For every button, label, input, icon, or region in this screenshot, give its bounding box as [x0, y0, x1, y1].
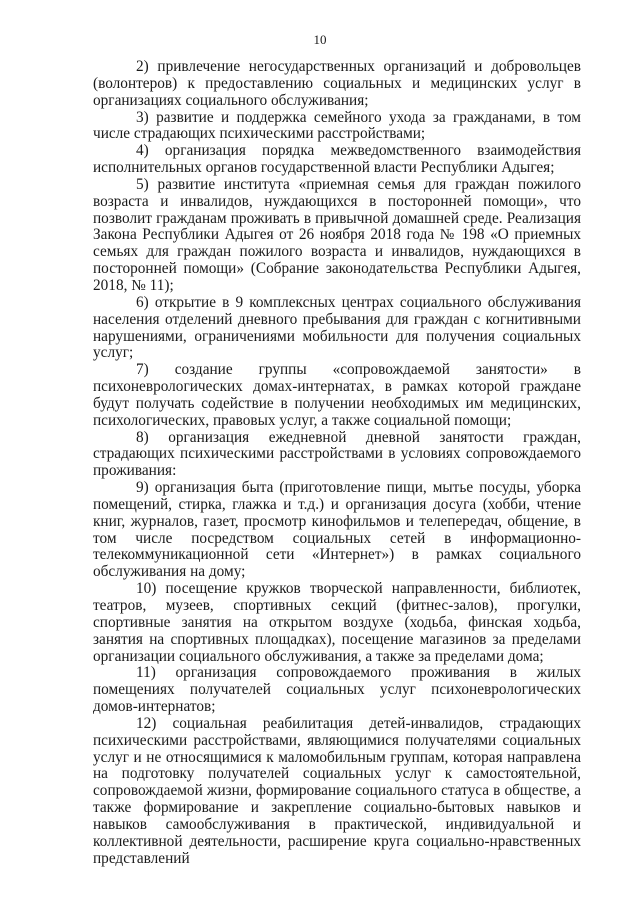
paragraph-item-10: 10) посещение кружков творческой направленности, библиотек, театров, музеев, спортивных секций (фитнес-залов), прогулки, спортивные занятия на открытом воздухе (ходьба, финская ходьба, занятия на спортивных площадках), посещение магазинов за пределами организации социального обслуживания, а также за пределами дома;: [93, 580, 581, 665]
paragraph-item-3: 3) развитие и поддержка семейного ухода за гражданами, в том числе страдающих психическими расстройствами;: [93, 108, 581, 143]
paragraph-item-5: 5) развитие института «приемная семья для граждан пожилого возраста и инвалидов, нуждающихся в посторонней помощи», что позволит гражданам проживать в привычной домашней среде. Реализация Закона Республики Адыгея от 26 ноября 2018 года № 198 «О приемных семьях для граждан пожилого возраста и инвалидов, нуждающихся в посторонней помощи» (Собрание законодательства Республики Адыгея, 2018, № 11);: [93, 175, 581, 294]
paragraph-item-8: 8) организация ежедневной дневной занятости граждан, страдающих психическими расстройствами в условиях сопровождаемого проживания:: [93, 428, 581, 480]
paragraph-item-6: 6) открытие в 9 комплексных центрах социального обслуживания населения отделений дневного пребывания для граждан с когнитивными нарушениями, ограничениями мобильности для получения социальных услуг;: [93, 293, 581, 362]
page-number: 10: [313, 32, 327, 47]
paragraph-item-9: 9) организация быта (приготовление пищи, мытье посуды, уборка помещений, стирка, глажка и т.д.) и организация досуга (хобби, чтение книг, журналов, газет, просмотр кинофильмов и телепередач, общение, в том числе посредством социальных сетей в информационно-телекоммуникационной сети «Интернет») в рамках социального обслуживания на дому;: [93, 479, 581, 581]
paragraph-item-2: 2) привлечение негосударственных организаций и добровольцев (волонтеров) к предоставлению социальных и медицинских услуг в организациях социального обслуживания;: [93, 58, 581, 109]
document-body: [93, 59, 581, 868]
paragraph-item-11: 11) организация сопровождаемого проживания в жилых помещениях получателей социальных услуг психоневрологических домов-интернатов;: [93, 664, 581, 716]
paragraph-item-12: 12) социальная реабилитация детей-инвалидов, страдающих психическими расстройствами, являющимися получателями социальных услуг и не относящимися к маломобильным группам, которая направлена на подготовку получателей социальных услуг к самостоятельной, сопровождаемой жизни, формирование социального статуса в обществе, а также формирование и закрепление социально-бытовых навыков и навыков самообслуживания в практической, индивидуальной и коллективной деятельности, расширение круга социально-нравственных представлений: [93, 714, 581, 867]
paragraph-item-7: 7) создание группы «сопровождаемой занятости» в психоневрологических домах-интернатах, в рамках которой граждане будут получать содействие в получении необходимых им медицинских, психологических, правовых услуг, а также социальной помощи;: [93, 361, 581, 429]
paragraph-item-4: 4) организация порядка межведомственного взаимодействия исполнительных органов государственной власти Республики Адыгея;: [93, 142, 581, 177]
